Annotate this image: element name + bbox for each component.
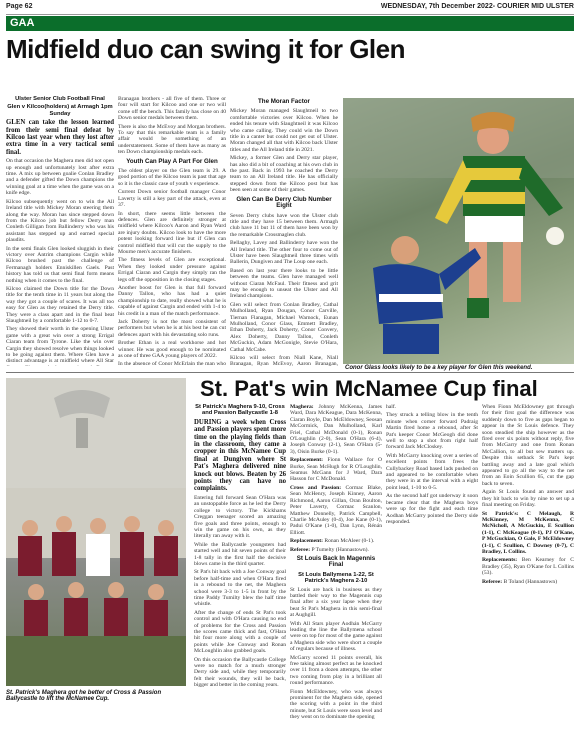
football — [546, 227, 564, 245]
story1-paragraph: Jack Doherty is not the most consistent of performers but when he is at his best he can cut defences apart with his devastating solo runs. — [118, 319, 226, 338]
story2-paragraph: They struck a telling blow in the tenth minute when corner forward Padraig Martin fired home a rebound, after St Pat's keeper Conor McGeogh did done well to stop a shot from right half forward Jack McCloskey. — [386, 412, 478, 451]
story1-paragraph: Branagan brothers - all five of them. Three or four will start for Kilcoo and one or two will come off the bench. This family has close on 40 Down senior medals between them. — [118, 96, 226, 122]
story1-paragraph: The fitness levels of Glen are exceptional. When they looked under pressure against Errigal Ciaran and Cargin they simply ran the legs off the opposition in the closing stages. — [118, 257, 226, 283]
story2-paragraph: Fionn McEldowney, who was always prominent for the Maghera side, opened the scoring with a point in the third minute, but St Louis were soon level and they went on to dominate the opening — [290, 688, 382, 721]
referee2-text: B Toland (Hannastown) — [503, 578, 558, 585]
story2-paragraph: With McGarry knocking over a series of excellent points from frees the Cullybackey Road based lads pushed on and appeared to be comfortable when they were in at the interval with a eight point lead, 1-10 to 0-5. — [386, 452, 478, 491]
story1-paragraph: Brother Ethan is a real workhorse and hot winner. He was good enough to be nominated as one of three GAA young players of 2022. — [118, 340, 226, 360]
maghera-label: Maghera: — [290, 404, 314, 410]
story1-paragraph: Bellaghy, Lavey and Ballinderry have won the All Ireland title. The other four to come out of Ulster have been Slaughtneil three times with Ballerin, Dungiven and The Loup one each. — [230, 240, 338, 266]
story2-paragraph: McGarry scored 11 points overall, his free taking almost perfect as he knocked over 11 from a dozen attempts, the other two coming from play in a brilliant all round performance. — [290, 654, 382, 687]
st-louis-heading: St Louis Back In Magennis Final — [296, 554, 376, 569]
page-number: Page 62 — [6, 3, 33, 10]
story2-intro: DURING a week when Cross and Passion players spent more time on the playing fields than in the classroom, they came a cropper in this McNamee Cup final at Dungiven where St Pat's Maghera delivered nine knock out blows. Beaten by 26 points they can have no complaints. — [194, 418, 286, 493]
story2-paragraph: On this occasion the Ballycastle College were no match for a much stronger Derry side and, while they temporarily felt their wounds, they will be back, bigger and better in the coming years. — [194, 656, 286, 689]
story1-intro: GLEN can take the lesson learned from their semi final defeat by Kilcoo last year when they lost after extra time in a very tactical semi final. — [6, 119, 114, 156]
replacement-2 — [290, 538, 382, 544]
story2-score: St Patrick's Maghera 9-10, Cross and Passion Ballycastle 1-8 — [195, 404, 285, 417]
story1-paragraph: The oldest player on the Glen team is 29. A good portion of the Kilcoo team is past that age so it is the classic case of youth v experience. — [118, 168, 226, 187]
referee1-text: P Tumelty (Hannastown). — [311, 546, 369, 553]
replacement2-label: Replacement: — [290, 538, 323, 545]
team-photo — [6, 378, 186, 686]
story1-paragraph: They showed their worth in the opening Ulster game with a great win over a strong Errigal Ciaran team from Tyrone. Like the win over Cargin they showed resolve when things looked to be going against them. Where Glen have a distinct advantage is at midfield where All Star — [6, 326, 114, 365]
referee2-label: Referee: — [482, 578, 503, 585]
story1-paragraph: Kilcoo claimed the Down title for the Down title for the tenth time in 11 years but along the way they got a couple of scares. It was all too easy for Glen as they retained the Derry title. They were a class apart and in the final beat Slaughtneil by a comfortable 1-12 to 0-7. — [6, 285, 114, 324]
story2-paragraph: Again St Louis found an answer and they hit back to win by nine to set up a final meeting on Friday. — [482, 489, 574, 509]
replacement-1 — [290, 457, 382, 483]
story2-paragraph: Entering full forward Sean O'Hara was an unstoppable force as he led the Derry college to victory. The Kickhams Creggan teenager scored an amazing five goals and three points, enough to win the game on his own, as they literally ran away with it. — [194, 494, 286, 540]
story1-paragraph: There is also the McEvoy and Morgan brothers. To say that this remarkable team is a family affair would be something of an understatement. Some of them have as many as ten Down championship medals each. — [118, 123, 226, 156]
st-louis-score: St Louis Ballymena 1-22, St Patrick's Maghera 2-10 — [298, 571, 374, 585]
opponent-figure — [373, 236, 481, 354]
story1-paragraph: Kilcoo subsequently went on to win the All Ireland title with Mickey Moran steering them along the way. Moran has since stepped down from the Kilcoo job but fellow Derry man Conleth Gilligan from Ballinderry who was his assistant has stepped up and earned special plaudits. — [6, 198, 114, 244]
replacements3-label: Replacements: — [482, 557, 518, 564]
story1-paragraph: In the absence of Conor McErlain the man who — [118, 361, 226, 366]
story1-paragraph: Another boost for Glen is that full forward Danny Tallon, who has had a quiet championship to date, really showed what he is capable of against Cargin and ended with 1-4 to his credit in a man of the match performance. — [118, 284, 226, 317]
story2-paragraph: While the Ballycastle youngsters had started well and hit seven points of their 1-8 tally in the first half the decisive blows came in the third quarter. — [194, 541, 286, 567]
story2-photo-caption: St. Patrick's Maghera got he better of Cross & Passion Ballycastle to lift the McNamee Cup. — [6, 690, 162, 702]
team-photo-illustration — [6, 378, 186, 686]
story2-column-1 — [194, 404, 286, 734]
moran-heading: The Moran Factor — [258, 98, 310, 105]
story1-paragraph: Mickey Moran managed Slaughtneil to two comfortable victories over Kilcoo. When he ended his tenure with Slaughtneil it was Kilcoo who came calling. They could win the Down title in a canter but could not get out of Ulster. Moran changed all that with Kilcoo back Ulster titles and the All Ireland title in 2021. — [230, 108, 338, 153]
story2-paragraph: After the change of ends St Pat's took control and with O'Hara causing no end of problems for the Cross and Passion the scores came thick and fast, O'Hara hit four more along with a couple of points while Joe Conway and Ronan McLoughlin also grabbed goals. — [194, 609, 286, 655]
maghera-team: Johnny McKenna, James Ward, Dara McKeague, Dara McKenna, Ciaran Boyle, Dan McEldowney, Seosan McCormick, Dan Mulholland, Karl Friel, Cathal McDonald (0-1), Ronan O'Loughlin (2-0), Sean O'Hara (6-4), Joseph Conway (2-1), Sean O'Hara (5-3), Oisin Burke (0-1). — [290, 404, 382, 455]
story1-paragraph: Based on last year there looks to be little between the teams. Glen have managed well without Ciaran McFaul. Their fitness and grit may be enough to unseat the Ulster and All Ireland champions. — [230, 267, 338, 300]
titles-heading: Glen Can Be Derry Club Number Eight — [236, 195, 332, 210]
issue-date: WEDNESDAY, 7th December 2022- COURIER MID ULSTER — [380, 3, 574, 10]
story1-paragraph: Mickey, a former Glen and Derry star player, has also did a bit of coaching at his own club in the past. Back in 1993 he coached the Derry team to an All Ireland title. He has officially stepped down from the Kilcoo post but has been seen at some of their games. — [230, 155, 338, 194]
story2-column-4 — [482, 404, 574, 734]
replacement1-text: Fionn Wallace for O Burke, Sean McHugh for R O'Loughlin, Seamus McGann for J Ward, Dara Hasson for C McDonald. — [290, 457, 382, 483]
story1-paragraph: On that occasion the Maghera men did not open up enough and unfortunately lost after extra time. A mix up between goalie Conlan Bradley and a defender gifted the Down champions the winning goal at a time when the game was on a knife edge. — [6, 158, 114, 197]
story1-photo-caption: Conor Glass looks likely to be a key player for Glen this weekend. — [345, 365, 533, 371]
story1-fixture: Glen v Kilcoo(holders) at Armagh 1pm Sunday — [7, 104, 113, 117]
story1-kicker: Ulster Senior Club Football Final — [15, 96, 105, 102]
page-folio — [6, 2, 574, 15]
story2-paragraph: St Pat's hit back with a Joe Conway goal before half-time and when O'Hara fired in a rebound to the net, the Maghera school were 3-3 to 1-5 in front by the time Paddy Tumilty blew the half time whistle. — [194, 569, 286, 608]
action-photo — [343, 98, 574, 364]
story1-paragraph: Glen will select from Conlan Bradley, Cathal Mulholland, Ryan Dougan, Conor Carville, Tiernan Flanagan, Michael Warnock, Eunan Mulholland, Conor Glass, Emmett Bradley, Ethan Doherty, Jack Doherty, Conor Convery, Alex Doherty, Danny Tallon, Conleth McGuckin, Adam McGonigle, Stevie O'Hara, Cathal McCabe. — [230, 301, 338, 353]
story2-column-2 — [290, 404, 382, 734]
section-bar — [6, 16, 574, 31]
story2-paragraph: With All Stars player Aodhán McGarry leading the line the Ballymena school were on top for most of the game against a Maghera side who were short a couple of regulars because of illness. — [290, 620, 382, 653]
cross-lineup — [290, 485, 382, 536]
youth-heading: Youth Can Play A Part For Glen — [126, 157, 218, 165]
story1-paragraph: In the semi finals Glen looked sluggish in their victory over Antrim champions Cargin while Kilcoo brushed past the challenge of Fermanagh holders Enniskillen Gaels. Past history has told us that semi final form means nothing when it comes to the final. — [6, 245, 114, 284]
replacement2-text: Ronan McAleer (0-1). — [324, 538, 375, 545]
stpats-label: St Patrick's: — [482, 510, 519, 517]
replacements3-text: Ben Kearney for C Bradley (35), Ryan O'Kane for L Collins (53). — [482, 557, 574, 577]
action-photo-illustration — [343, 98, 574, 364]
story2-headline: St. Pat's win McNamee Cup final — [200, 376, 538, 401]
story1-paragraph: Current Down senior football manager Conor Laverty is still a key part of the attack, even at 37. — [118, 189, 226, 209]
main-headline: Midfield duo can swing it for Glen — [6, 34, 405, 64]
story2-paragraph: half. — [386, 404, 397, 410]
referee-2 — [482, 579, 574, 585]
story1-paragraph: Seven Derry clubs have won the Ulster club title and they have 15 between them. Armagh club have 11 but 11 of them have been won by the remarkable Crossmaglen club. — [230, 212, 338, 238]
referee-1 — [290, 547, 382, 553]
story1-column-3 — [230, 96, 338, 366]
section-divider — [6, 372, 574, 373]
replacement1-label: Replacement: — [290, 457, 323, 464]
section-label: GAA — [10, 17, 35, 29]
story1-column-1 — [6, 96, 114, 366]
story1-paragraph: Kilcoo will select from Niall Kane, Niall Branagan, Ryan McEvoy, Aaron Branagan, — [230, 355, 338, 366]
replacements-3 — [482, 557, 574, 576]
stpats-lineup — [482, 511, 574, 556]
story2-paragraph: When Fionn McEldowney got through for their first goal the difference was suddenly down to five as gaps began to appear in the St Louis defence. They soon steadied the ship however as the fired over six points without reply, five from McGarry and one from Ronan McCallion, to all but sew matters up. Despite this setback St Pat's kept battling away and a late goal which appeared to go all the way to the net from an Eoin Scullion 65, cut the gap back to seven. — [482, 404, 574, 487]
story1-paragraph: In short, there seems little between the defences. Glen are definitely stronger at midfield where Kilcoo's Aaron and Ryan Ward are injury doubts. Kilcoo look to have the more potent looking forward line but if Glen can control midfield that will cut the supply to the Mourne men's accurate finishers. — [118, 210, 226, 255]
cross-label: Cross and Passion: — [290, 484, 342, 491]
story2-paragraph: St Louis are back in business as they battled their way to the Magennis cup final after a six year lapse when they beat St Pat's Maghera in this semi-final at Aughgill. — [290, 586, 382, 619]
story2-column-3 — [386, 404, 478, 734]
story1-column-2 — [118, 96, 226, 366]
referee1-label: Referee: — [290, 546, 311, 553]
cross-team: Cormac Blake, Sean McHenry, Joseph Kinney, Aaron Richmond, Aaron Gillan, Oran Boulton, Peter Laverty, Cormac Scanlon, Matthew Donnelly, Patrick Campbell, Charlie McAuley (0-4), Joe Kane (0-1), Padui O'Kane (1-0), Dan Lynn, Rénán Elliott. — [290, 484, 382, 536]
story2-paragraph: As the second half got underway it soon became clear that the Maghera boys were up for the fight and each time Aodhan McGarry pointed the Derry side responded. — [386, 493, 478, 525]
stpats-team: C Melaugh, R McKinney, M McKenna, C McNicholl, A McGuckin, E Scullion (1-1), C McKeague (0-1), PJ O'Kane, P McGuckian, O Gale, F McEldowney (1-1), C Scullion, C Downey (0-7), C Bradley, L Collins. — [482, 510, 574, 555]
maghera-lineup — [290, 404, 382, 455]
